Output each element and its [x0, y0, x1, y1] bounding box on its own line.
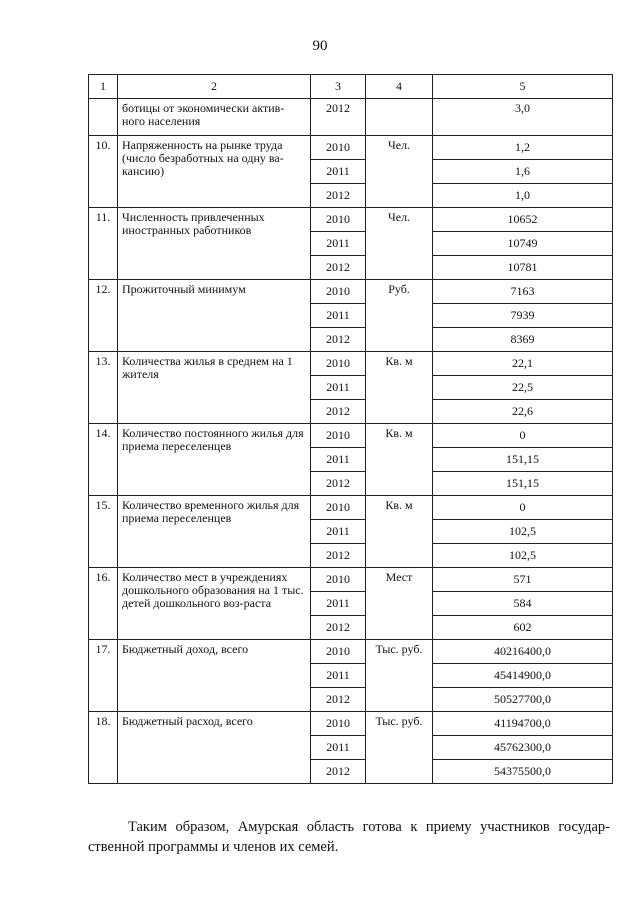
table-header-row: [89, 75, 613, 99]
year-cell: 2010: [311, 208, 366, 232]
year-cell: 2010: [311, 640, 366, 664]
header-cell: 4: [366, 75, 433, 99]
year-cell: 2011: [311, 664, 366, 688]
value-cell: 1,2: [433, 136, 613, 160]
value-cell: 10749: [433, 232, 613, 256]
table-row: [89, 640, 613, 664]
unit-cell: Кв. м: [366, 352, 433, 424]
value-cell: 3,0: [433, 99, 613, 136]
value-cell: 10652: [433, 208, 613, 232]
header-cell: 3: [311, 75, 366, 99]
table-row: [89, 712, 613, 736]
year-cell: 2012: [311, 544, 366, 568]
value-cell: 8369: [433, 328, 613, 352]
value-cell: 45762300,0: [433, 736, 613, 760]
indicator-name-cell: ботицы от экономически актив- ного населения: [118, 99, 311, 136]
year-cell: 2012: [311, 760, 366, 784]
row-number-cell: 16.: [89, 568, 118, 640]
unit-cell: Тыс. руб.: [366, 640, 433, 712]
row-number-cell: 18.: [89, 712, 118, 784]
value-cell: 22,6: [433, 400, 613, 424]
indicator-name-cell: Бюджетный расход, всего: [118, 712, 311, 784]
value-cell: 45414900,0: [433, 664, 613, 688]
unit-cell: Руб.: [366, 280, 433, 352]
unit-cell: Чел.: [366, 208, 433, 280]
year-cell: 2012: [311, 99, 366, 136]
indicators-table: [88, 74, 613, 784]
value-cell: 41194700,0: [433, 712, 613, 736]
value-cell: 50527700,0: [433, 688, 613, 712]
row-number-cell: 15.: [89, 496, 118, 568]
year-cell: 2010: [311, 568, 366, 592]
indicator-name-cell: Количества жилья в среднем на 1 жителя: [118, 352, 311, 424]
row-number-cell: [89, 99, 118, 136]
value-cell: 40216400,0: [433, 640, 613, 664]
table-row-continued: [89, 99, 613, 136]
year-cell: 2010: [311, 712, 366, 736]
table-row: [89, 208, 613, 232]
value-cell: 22,1: [433, 352, 613, 376]
indicator-name-cell: Количество постоянного жилья для приема переселенцев: [118, 424, 311, 496]
year-cell: 2012: [311, 688, 366, 712]
row-number-cell: 14.: [89, 424, 118, 496]
value-cell: 10781: [433, 256, 613, 280]
indicator-name-cell: Прожиточный минимум: [118, 280, 311, 352]
year-cell: 2010: [311, 352, 366, 376]
indicator-name-cell: Количество временного жилья для приема переселенцев: [118, 496, 311, 568]
value-cell: 602: [433, 616, 613, 640]
year-cell: 2010: [311, 424, 366, 448]
value-cell: 151,15: [433, 472, 613, 496]
row-number-cell: 11.: [89, 208, 118, 280]
indicator-name-cell: Напряженность на рынке труда (число безработных на одну ва-кансию): [118, 136, 311, 208]
table-row: [89, 352, 613, 376]
year-cell: 2012: [311, 328, 366, 352]
year-cell: 2012: [311, 400, 366, 424]
unit-cell: Чел.: [366, 136, 433, 208]
value-cell: 571: [433, 568, 613, 592]
indicator-name-cell: Количество мест в учреждениях дошкольного образования на 1 тыс. детей дошкольного воз-раста: [118, 568, 311, 640]
year-cell: 2010: [311, 496, 366, 520]
value-cell: 7163: [433, 280, 613, 304]
table-row: [89, 568, 613, 592]
year-cell: 2011: [311, 448, 366, 472]
value-cell: 151,15: [433, 448, 613, 472]
table-row: [89, 280, 613, 304]
year-cell: 2011: [311, 520, 366, 544]
year-cell: 2012: [311, 184, 366, 208]
year-cell: 2010: [311, 280, 366, 304]
year-cell: 2011: [311, 304, 366, 328]
value-cell: 1,6: [433, 160, 613, 184]
row-number-cell: 13.: [89, 352, 118, 424]
unit-cell: Тыс. руб.: [366, 712, 433, 784]
header-cell: 1: [89, 75, 118, 99]
unit-cell: Кв. м: [366, 496, 433, 568]
conclusion-paragraph: Таким образом, Амурская область готова к приему участников государ-ственной программы и членов их семей.: [88, 819, 610, 855]
value-cell: 22,5: [433, 376, 613, 400]
unit-cell: Мест: [366, 568, 433, 640]
year-cell: 2011: [311, 160, 366, 184]
row-number-cell: 17.: [89, 640, 118, 712]
year-cell: 2011: [311, 376, 366, 400]
year-cell: 2012: [311, 472, 366, 496]
unit-cell: [366, 99, 433, 136]
year-cell: 2011: [311, 232, 366, 256]
unit-cell: Кв. м: [366, 424, 433, 496]
year-cell: 2010: [311, 136, 366, 160]
indicator-name-cell: Численность привлеченных иностранных работников: [118, 208, 311, 280]
row-number-cell: 12.: [89, 280, 118, 352]
table-row: [89, 136, 613, 160]
value-cell: 102,5: [433, 544, 613, 568]
indicator-name-cell: Бюджетный доход, всего: [118, 640, 311, 712]
table-row: [89, 424, 613, 448]
value-cell: 0: [433, 424, 613, 448]
value-cell: 1,0: [433, 184, 613, 208]
value-cell: 102,5: [433, 520, 613, 544]
value-cell: 7939: [433, 304, 613, 328]
header-cell: 5: [433, 75, 613, 99]
value-cell: 0: [433, 496, 613, 520]
table-row: [89, 496, 613, 520]
header-cell: 2: [118, 75, 311, 99]
value-cell: 584: [433, 592, 613, 616]
row-number-cell: 10.: [89, 136, 118, 208]
page-number: 90: [312, 38, 328, 54]
year-cell: 2012: [311, 616, 366, 640]
year-cell: 2011: [311, 592, 366, 616]
year-cell: 2011: [311, 736, 366, 760]
value-cell: 54375500,0: [433, 760, 613, 784]
year-cell: 2012: [311, 256, 366, 280]
